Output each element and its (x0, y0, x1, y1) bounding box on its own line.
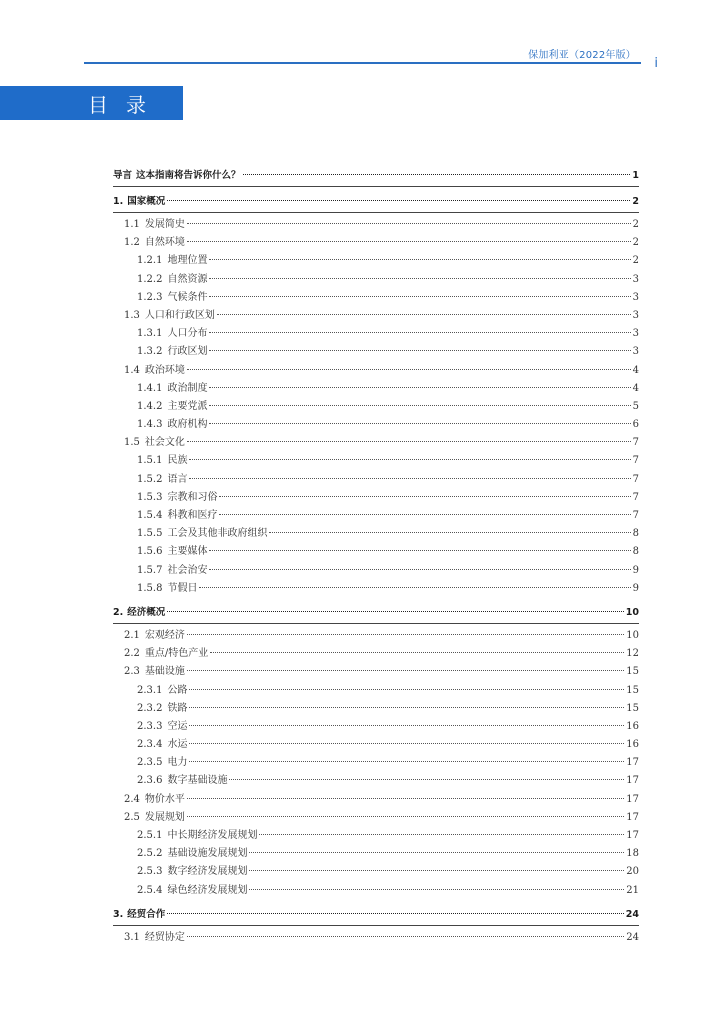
toc-entry-text: 绿色经济发展规划 (167, 884, 248, 896)
toc-entry-title (124, 645, 208, 663)
toc-entry-title (137, 252, 207, 270)
toc-entry-number: 导言 (113, 170, 133, 181)
toc-entry-title (137, 682, 187, 700)
toc-entry[interactable] (113, 682, 639, 700)
toc-entry-page: 3 (632, 346, 639, 358)
toc-entry-title (137, 845, 247, 863)
toc-entry-text: 自然资源 (167, 273, 208, 285)
toc-entry[interactable] (113, 380, 639, 398)
toc-entry-page: 3 (632, 273, 639, 285)
toc-entry-title (124, 791, 185, 809)
toc-entry-text: 政府机构 (167, 419, 208, 431)
dot-leader (187, 368, 631, 370)
toc-entry-page: 4 (632, 382, 639, 394)
toc-entry-text: 人口分布 (167, 328, 208, 340)
toc-entry-text: 政治环境 (144, 364, 185, 376)
toc-entry-text: 空运 (167, 720, 188, 732)
toc-entry-text: 政治制度 (167, 382, 208, 394)
toc-entry-title (137, 580, 197, 598)
toc-entry-text: 经贸协定 (144, 931, 185, 943)
toc-entry[interactable] (113, 252, 639, 270)
toc-entry[interactable] (113, 471, 639, 489)
toc-entry-page: 17 (626, 757, 639, 769)
toc-entry[interactable] (113, 863, 639, 881)
toc-entry-text: 水运 (167, 739, 188, 751)
toc-entry-number: 1.3 (124, 309, 140, 321)
toc-entry-page: 16 (626, 739, 639, 751)
toc-entry-text: 基础设施发展规划 (167, 848, 248, 860)
toc-entry-text: 发展规划 (144, 811, 185, 823)
toc-entry-number: 1.2 (124, 237, 140, 249)
toc-entry[interactable] (113, 271, 639, 289)
toc-entry-number: 2.3.4 (137, 739, 163, 751)
toc-entry[interactable] (113, 736, 639, 754)
toc-entry-number: 2.5.4 (137, 884, 163, 896)
toc-entry-text: 气候条件 (167, 291, 208, 303)
toc-entry-text: 工会及其他非政府组织 (167, 528, 268, 540)
toc-entry[interactable] (113, 718, 639, 736)
toc-entry[interactable] (113, 772, 639, 790)
toc-entry-text: 主要媒体 (167, 546, 208, 558)
toc-entry-number: 1.5.4 (137, 510, 163, 521)
toc-entry-page: 12 (626, 648, 639, 660)
toc-entry[interactable] (113, 234, 639, 252)
dot-leader (217, 313, 631, 315)
toc-entry-number: 1.5.7 (137, 564, 163, 576)
toc-entry-number: 1.4.1 (137, 382, 163, 394)
dot-leader (187, 669, 624, 671)
toc-entry[interactable] (113, 754, 639, 772)
toc-entry-number: 1.4 (124, 364, 140, 376)
toc-entry-page: 17 (626, 775, 639, 787)
toc-entry-number: 2.3.1 (137, 684, 163, 696)
dot-leader (249, 851, 624, 853)
toc-entry-page: 9 (632, 582, 639, 594)
dot-leader (187, 240, 631, 242)
toc-entry-title (124, 307, 215, 325)
dot-leader (209, 331, 630, 333)
dot-leader (243, 173, 631, 175)
toc-entry-page: 3 (632, 309, 639, 321)
dot-leader (187, 633, 624, 635)
header-rule (84, 62, 641, 64)
toc-entry-page: 17 (626, 811, 639, 823)
page-number: i (654, 56, 658, 71)
toc-entry-text: 数字基础设施 (167, 775, 228, 787)
toc-entry-text: 地理位置 (167, 255, 208, 267)
toc-entry-page: 7 (632, 473, 639, 485)
toc-entry[interactable] (113, 845, 639, 863)
toc-entry-text: 经贸合作 (127, 908, 166, 920)
toc-entry-number: 1.3.1 (137, 328, 163, 340)
toc-entry-text: 社会文化 (144, 437, 185, 449)
toc-entry-title (124, 809, 185, 827)
dot-leader (187, 440, 631, 442)
toc-entry-number: 1.5.3 (137, 491, 163, 503)
toc-entry-number: 1.2.3 (137, 291, 163, 303)
toc-entry-page: 3 (632, 291, 639, 303)
dot-leader (189, 760, 624, 762)
toc-entry-page: 4 (632, 364, 639, 376)
toc-entry-number: 2.3.2 (137, 702, 163, 714)
toc-entry-title (137, 489, 217, 507)
dot-leader (167, 199, 630, 201)
toc-entry-text: 重点/特色产业 (144, 648, 209, 660)
toc-entry-title (137, 325, 207, 343)
toc-entry-page: 7 (632, 437, 639, 449)
chapter-separator (113, 925, 639, 926)
toc-entry-number: 2.1 (124, 629, 140, 641)
toc-entry-page: 2 (632, 237, 639, 249)
toc-entry-text: 基础设施 (144, 666, 185, 678)
dot-leader (187, 935, 624, 937)
toc-entry-page: 15 (626, 702, 639, 714)
dot-leader (189, 724, 624, 726)
toc-entry[interactable] (113, 325, 639, 343)
dot-leader (269, 531, 630, 533)
dot-leader (219, 495, 630, 497)
toc-entry-text: 民族 (167, 455, 188, 467)
toc-entry-number: 1.2.2 (137, 273, 163, 285)
toc-entry-title (113, 192, 165, 211)
dot-leader (189, 688, 624, 690)
dot-leader (189, 477, 630, 479)
toc-entry[interactable] (113, 809, 639, 827)
toc-entry-page: 7 (632, 510, 639, 521)
toc-entry[interactable] (113, 489, 639, 507)
dot-leader (209, 258, 630, 260)
toc-entry[interactable] (113, 166, 639, 185)
toc-entry[interactable] (113, 216, 639, 234)
toc-entry-number: 2. (113, 606, 124, 618)
toc-entry-title (137, 754, 187, 772)
toc-entry-text: 这本指南将告诉你什么？ (136, 170, 241, 181)
toc-entry-title (137, 271, 207, 289)
toc-entry-page: 15 (626, 684, 639, 696)
toc-entry-text: 科教和医疗 (167, 510, 218, 521)
dot-leader (187, 797, 624, 799)
toc-entry-page: 3 (632, 328, 639, 340)
toc-entry-page: 24 (626, 931, 639, 943)
toc-entry-text: 物价水平 (144, 793, 185, 805)
toc-entry-title (113, 905, 165, 924)
toc-entry-number: 2.3.3 (137, 720, 163, 732)
toc-entry-page: 5 (632, 400, 639, 412)
dot-leader (249, 869, 624, 871)
toc-entry-text: 经济概况 (127, 606, 166, 618)
toc-entry-page: 24 (625, 908, 639, 920)
toc-entry-title (137, 380, 207, 398)
toc-entry-title (137, 343, 207, 361)
toc-entry-page: 8 (632, 528, 639, 540)
toc-entry[interactable] (113, 289, 639, 307)
toc-entry[interactable] (113, 543, 639, 561)
toc-entry-page: 9 (632, 564, 639, 576)
toc-entry-number: 2.5 (124, 811, 140, 823)
dot-leader (259, 833, 624, 835)
toc-entry[interactable] (113, 307, 639, 325)
toc-entry[interactable] (113, 416, 639, 434)
toc-entry-text: 语言 (167, 473, 188, 485)
toc-entry-title (137, 398, 207, 416)
toc-entry[interactable] (113, 343, 639, 361)
toc-entry-number: 1.5.8 (137, 582, 163, 594)
toc-entry-text: 主要党派 (167, 400, 208, 412)
toc-entry-title (124, 929, 185, 947)
toc-entry-page: 21 (626, 884, 639, 896)
dot-leader (199, 586, 630, 588)
toc-entry[interactable] (113, 700, 639, 718)
toc-entry-page: 17 (626, 830, 639, 841)
toc-entry-title (137, 827, 257, 845)
toc-entry-title (124, 362, 185, 380)
dot-leader (209, 386, 630, 388)
toc-entry-text: 自然环境 (144, 237, 185, 249)
toc-entry[interactable] (113, 562, 639, 580)
toc-entry-text: 行政区划 (167, 346, 208, 358)
toc-entry[interactable] (113, 362, 639, 380)
chapter-separator (113, 212, 639, 213)
dot-leader (209, 404, 630, 406)
toc-entry[interactable] (113, 791, 639, 809)
toc-entry-title (113, 603, 165, 622)
toc-entry-title (124, 434, 185, 452)
dot-leader (209, 568, 630, 570)
toc-entry-page: 7 (632, 455, 639, 467)
toc-entry-page: 15 (626, 666, 639, 678)
dot-leader (189, 706, 624, 708)
toc-entry-title (137, 772, 227, 790)
toc-entry-page: 10 (626, 629, 639, 641)
toc-entry[interactable] (113, 398, 639, 416)
toc-entry-number: 2.3.5 (137, 757, 163, 769)
toc-entry-number: 1.5 (124, 437, 140, 449)
dot-leader (219, 513, 630, 515)
toc-entry-number: 1.1 (124, 219, 140, 230)
toc-entry[interactable] (113, 452, 639, 470)
toc-entry[interactable] (113, 603, 639, 622)
toc-entry-number: 1. (113, 196, 124, 207)
toc-entry-number: 1.5.6 (137, 546, 163, 558)
toc-entry-text: 中长期经济发展规划 (167, 830, 258, 841)
toc-entry-title (137, 452, 187, 470)
toc-entry-title (113, 166, 241, 185)
toc-entry-text: 人口和行政区划 (144, 309, 215, 321)
toc-entry-title (124, 627, 185, 645)
toc-entry[interactable] (113, 434, 639, 452)
toc-entry-text: 电力 (167, 757, 188, 769)
toc-entry-title (124, 234, 185, 252)
toc-entry-title (124, 663, 185, 681)
dot-leader (210, 651, 624, 653)
toc-entry-number: 1.3.2 (137, 346, 163, 358)
toc-entry-text: 公路 (167, 684, 188, 696)
toc-entry-title (124, 216, 185, 234)
toc-entry-number: 2.5.2 (137, 848, 163, 860)
toc-entry-page: 1 (632, 170, 639, 181)
dot-leader (209, 277, 630, 279)
toc-banner (0, 86, 183, 120)
dot-leader (187, 222, 631, 224)
toc-entry-page: 2 (632, 219, 639, 230)
toc-entry-title (137, 700, 187, 718)
dot-leader (189, 742, 624, 744)
dot-leader (209, 295, 630, 297)
toc-entry-text: 社会治安 (167, 564, 208, 576)
running-title: 保加利亚（2022年版） (528, 50, 636, 61)
toc-entry-title (137, 718, 187, 736)
toc-entry[interactable] (113, 663, 639, 681)
dot-leader (167, 912, 624, 914)
dot-leader (187, 815, 624, 817)
chapter-separator (113, 623, 639, 624)
toc-entry-title (137, 416, 207, 434)
toc-entry-title (137, 525, 267, 543)
toc-entry-number: 1.5.1 (137, 455, 163, 467)
toc-entry-number: 2.3 (124, 666, 140, 678)
toc-entry-title (137, 507, 217, 525)
toc-entry-number: 2.2 (124, 648, 140, 660)
toc-entry[interactable] (113, 827, 639, 845)
toc-entry[interactable] (113, 905, 639, 924)
toc-entry-number: 1.2.1 (137, 255, 163, 267)
toc-entry[interactable] (113, 882, 639, 900)
toc-entry[interactable] (113, 580, 639, 598)
toc-entry-number: 1.4.3 (137, 419, 163, 431)
toc-entry-page: 2 (632, 196, 639, 207)
dot-leader (167, 610, 624, 612)
dot-leader (249, 888, 624, 890)
toc-entry-text: 铁路 (167, 702, 188, 714)
toc-entry-text: 宗教和习俗 (167, 491, 218, 503)
chapter-separator (113, 186, 639, 187)
dot-leader (209, 549, 630, 551)
dot-leader (209, 422, 630, 424)
toc-entry-page: 8 (632, 546, 639, 558)
toc-entry-number: 2.3.6 (137, 775, 163, 787)
toc-entry-title (137, 882, 247, 900)
toc-entry[interactable] (113, 627, 639, 645)
toc-entry-text: 国家概况 (127, 196, 166, 207)
toc-entry[interactable] (113, 929, 639, 947)
toc-entry-number: 2.5.1 (137, 830, 163, 841)
toc-entry-page: 6 (632, 419, 639, 431)
toc-entry-page: 18 (626, 848, 639, 860)
toc-entry[interactable] (113, 525, 639, 543)
toc-entry-number: 1.5.2 (137, 473, 163, 485)
toc-entry-text: 宏观经济 (144, 629, 185, 641)
toc-entry-number: 2.4 (124, 793, 140, 805)
toc-entry-title (137, 289, 207, 307)
toc-entry-text: 节假日 (167, 582, 198, 594)
toc-entry-page: 17 (626, 793, 639, 805)
toc-entry-page: 7 (632, 491, 639, 503)
toc-entry-number: 3. (113, 908, 124, 920)
toc-entry-number: 1.5.5 (137, 528, 163, 540)
toc-entry[interactable] (113, 507, 639, 525)
toc-entry-number: 3.1 (124, 931, 140, 943)
toc-entry-number: 1.4.2 (137, 400, 163, 412)
toc-entry[interactable] (113, 192, 639, 211)
toc-entry-page: 2 (632, 255, 639, 267)
toc-entry-number: 2.5.3 (137, 866, 163, 878)
toc-entry-title (137, 562, 207, 580)
toc-entry-text: 发展简史 (144, 219, 185, 230)
toc-entry-page: 10 (625, 606, 639, 618)
table-of-contents (113, 166, 639, 947)
dot-leader (189, 458, 630, 460)
toc-entry-page: 20 (626, 866, 639, 878)
toc-entry-title (137, 543, 207, 561)
toc-title: 目录 (88, 92, 164, 117)
toc-entry-page: 16 (626, 720, 639, 732)
toc-entry-text: 数字经济发展规划 (167, 866, 248, 878)
toc-entry[interactable] (113, 645, 639, 663)
dot-leader (229, 778, 624, 780)
dot-leader (209, 349, 630, 351)
toc-entry-title (137, 863, 247, 881)
toc-entry-title (137, 471, 187, 489)
toc-entry-title (137, 736, 187, 754)
